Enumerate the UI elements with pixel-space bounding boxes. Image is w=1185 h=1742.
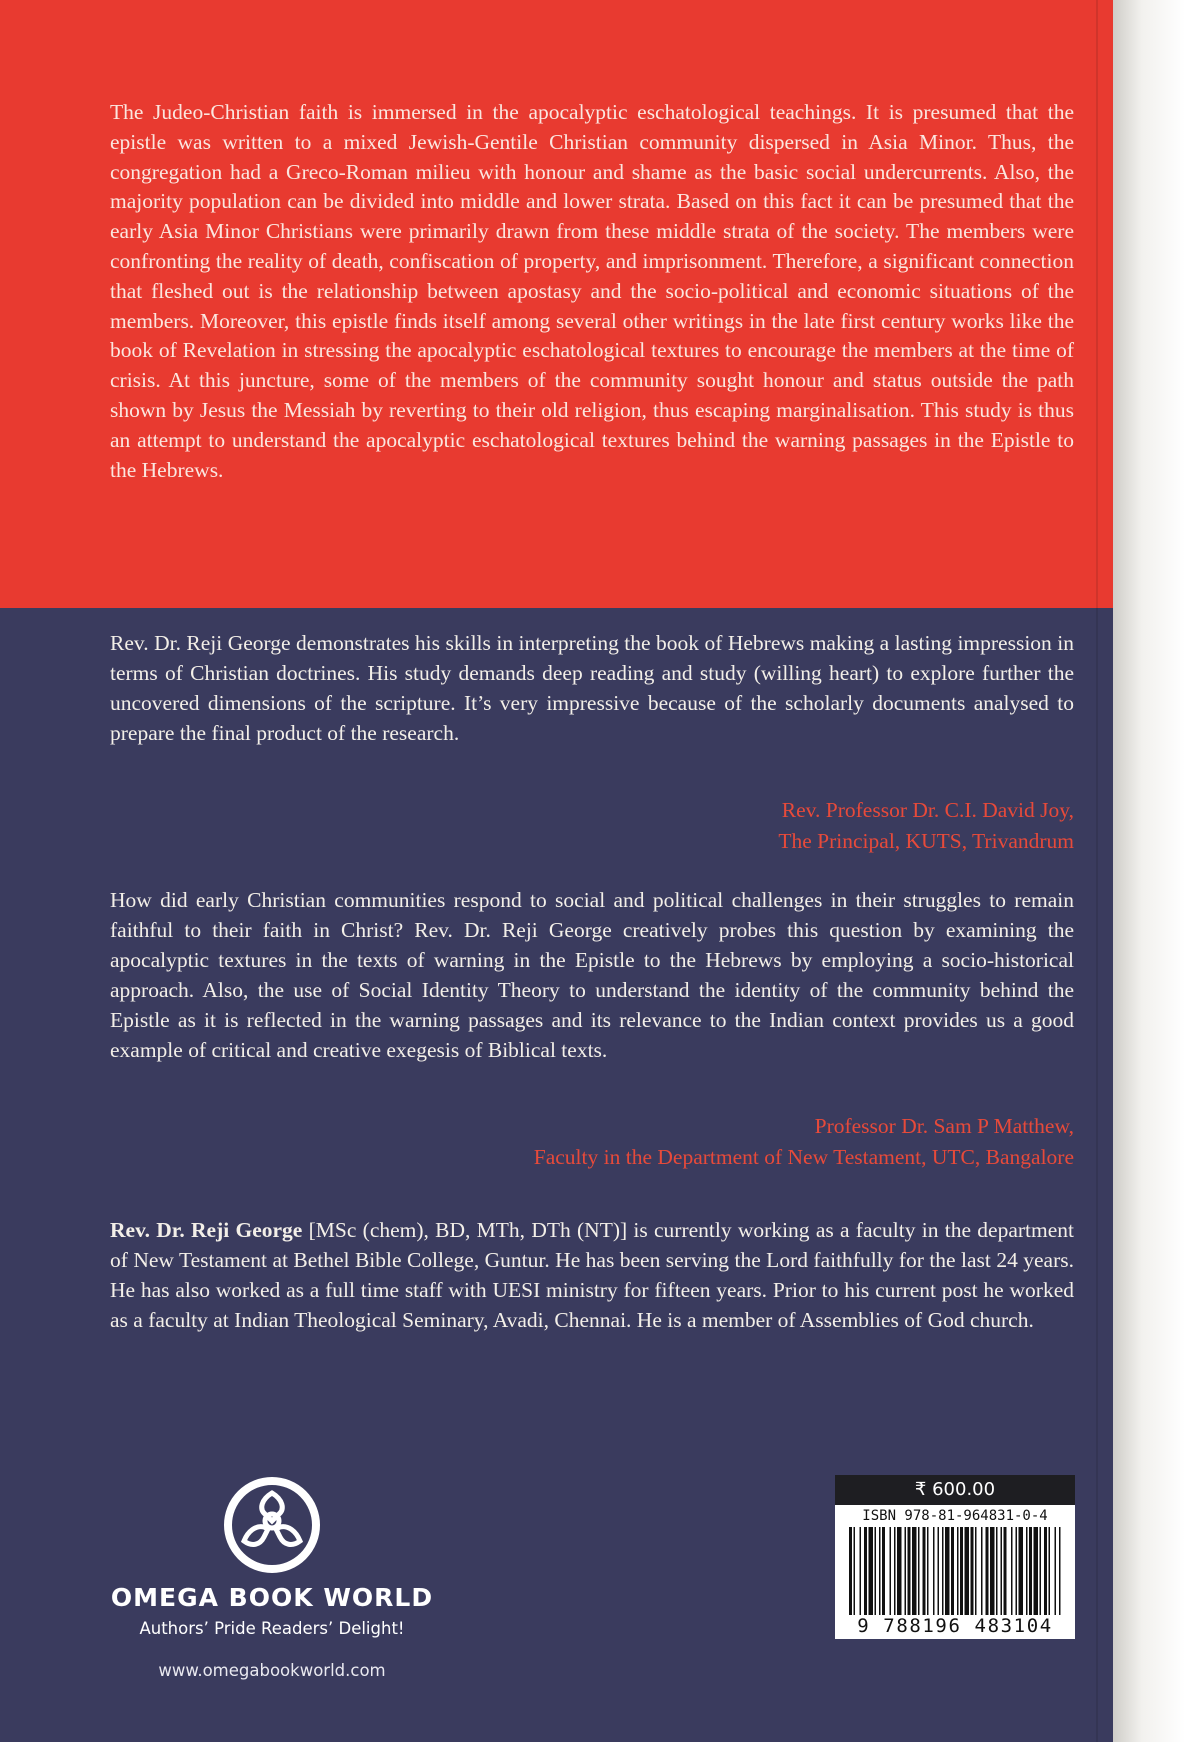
barcode-bar	[1019, 1527, 1024, 1619]
reviewer-name: Rev. Professor Dr. C.I. David Joy,	[781, 798, 1074, 822]
cover-fold	[1096, 0, 1098, 1742]
review-attribution	[778, 795, 1074, 857]
omega-logo-icon	[222, 1475, 322, 1575]
barcode-bar	[864, 1527, 867, 1619]
review-text: How did early Christian communities respond to social and political challenges in their struggles to remain faithful to their faith in Christ? Rev. Dr. Reji George creatively probes this question by examining the apocalyptic textures in the texts of warning in the Epistle to the Hebrews by employing a socio-historical approach. Also, the use of Social Identity Theory to understand the identity of the community behind the Epistle as it is reflected in the warning passages and its relevance to the Indian context provides us a good example of critical and creative exegesis of Biblical texts.	[110, 888, 1074, 1062]
barcode-bar	[981, 1527, 983, 1619]
barcode-bar	[875, 1527, 877, 1619]
barcode-bar	[1059, 1527, 1061, 1619]
review-text: Rev. Dr. Reji George demonstrates his skills in interpreting the book of Hebrews making a lasting impression in terms of Christian doctrines. His study demands deep reading and study (willing heart) to explore further the uncovered dimensions of the scripture. It’s very impressive because of the scholarly documents analysed to prepare the final product of the research.	[110, 631, 1074, 745]
barcode-bar	[1034, 1527, 1039, 1619]
barcode-bar	[912, 1527, 917, 1619]
barcode-digits: 9 788196 483104	[835, 1615, 1075, 1637]
barcode-bar	[1004, 1527, 1007, 1619]
barcode-bar	[897, 1527, 902, 1619]
barcode-bar	[1001, 1527, 1003, 1619]
barcode-bar	[869, 1527, 874, 1619]
barcode-bar	[996, 1527, 998, 1619]
barcode-bar	[951, 1527, 954, 1619]
barcode-bar	[975, 1527, 977, 1619]
barcode-bar	[1029, 1527, 1032, 1619]
barcode-bar	[1016, 1527, 1018, 1619]
barcode-bar	[1011, 1527, 1013, 1619]
barcode-bar	[894, 1527, 896, 1619]
page-edge	[1113, 0, 1185, 1742]
book-blurb: The Judeo-Christian faith is immersed in the apocalyptic eschatological teachings. It is presumed that the epistle was written to a mixed Jewish-Gentile Christian community dispersed in Asia Minor. Thus, the congregation had a Greco-Roman milieu with honour and shame as the basic social undercurrents. Also, the majority population can be divided into middle and lower strata. Based on this fact it can be presumed that the early Asia Minor Christians were primarily drawn from these middle strata of the society. The members were confronting the reality of death, confiscation of property, and imprisonment. Therefore, a significant connection that fleshed out is the relationship between apostasy and the socio-political and economic situations of the members. Moreover, this epistle finds itself among several other writings in the late first century works like the book of Revelation in stressing the apocalyptic eschatological textures to encourage the members at the time of crisis. At this juncture, some of the members of the community sought honour and status outside the path shown by Jesus the Messiah by reverting to their old religion, thus escaping marginalisation. This study is thus an attempt to understand the apocalyptic eschatological textures behind the warning passages in the Epistle to the Hebrews.	[110, 100, 1074, 482]
publisher-logo	[102, 1475, 442, 1680]
barcode-bar	[908, 1527, 911, 1619]
author-bio	[110, 1215, 1074, 1335]
barcode-bar	[990, 1527, 995, 1619]
barcode-bar	[957, 1527, 959, 1619]
barcode-bar	[971, 1527, 974, 1619]
isbn-barcode	[835, 1505, 1075, 1639]
barcode-bar	[945, 1527, 950, 1619]
barcode-bar	[927, 1527, 929, 1619]
barcode-bar	[882, 1527, 885, 1619]
barcode-bar	[890, 1527, 892, 1619]
barcode-bars	[849, 1527, 1061, 1619]
reviewer-affiliation: Faculty in the Department of New Testament, UTC, Bangalore	[533, 1145, 1074, 1169]
barcode-bar	[879, 1527, 881, 1619]
price-label: ₹ 600.00	[835, 1475, 1075, 1505]
barcode-bar	[854, 1527, 856, 1619]
barcode-bar	[986, 1527, 989, 1619]
barcode-bar	[1049, 1527, 1051, 1619]
publisher-tagline: Authors’ Pride Readers’ Delight!	[139, 1619, 405, 1638]
barcode-bar	[938, 1527, 940, 1619]
barcode-bar	[849, 1527, 852, 1619]
reviewer-affiliation: The Principal, KUTS, Trivandrum	[778, 829, 1074, 853]
barcode-bar	[965, 1527, 970, 1619]
barcode-bar	[1040, 1527, 1042, 1619]
barcode-bar	[1055, 1527, 1057, 1619]
publisher-website: www.omegabookworld.com	[158, 1661, 386, 1680]
author-bio-text: [MSc (chem), BD, MTh, DTh (NT)] is currently working as a faculty in the department of New Testament at Bethel Bible College, Guntur. He has been serving the Lord faithfully for the last 24 years. He has also worked as a full time staff with UESI ministry for fifteen years. Prior to his current post he worked as a faculty at Indian Theological Seminary, Avadi, Chennai. He is a member of Assemblies of God church.	[110, 1218, 1074, 1332]
barcode-bar	[933, 1527, 935, 1619]
isbn-label: ISBN 978-81-964831-0-4	[862, 1508, 1048, 1524]
publisher-name: OMEGA BOOK WORLD	[110, 1583, 434, 1612]
barcode-bar	[1044, 1527, 1047, 1619]
barcode-bar	[860, 1527, 862, 1619]
barcode-bar	[942, 1527, 944, 1619]
barcode-bar	[918, 1527, 920, 1619]
barcode-bar	[905, 1527, 907, 1619]
author-name: Rev. Dr. Reji George	[110, 1218, 303, 1242]
barcode-bar	[923, 1527, 926, 1619]
barcode-bar	[960, 1527, 963, 1619]
barcode-bar	[1026, 1527, 1028, 1619]
reviewer-name: Professor Dr. Sam P Matthew,	[814, 1114, 1074, 1138]
review-attribution	[534, 1111, 1074, 1173]
